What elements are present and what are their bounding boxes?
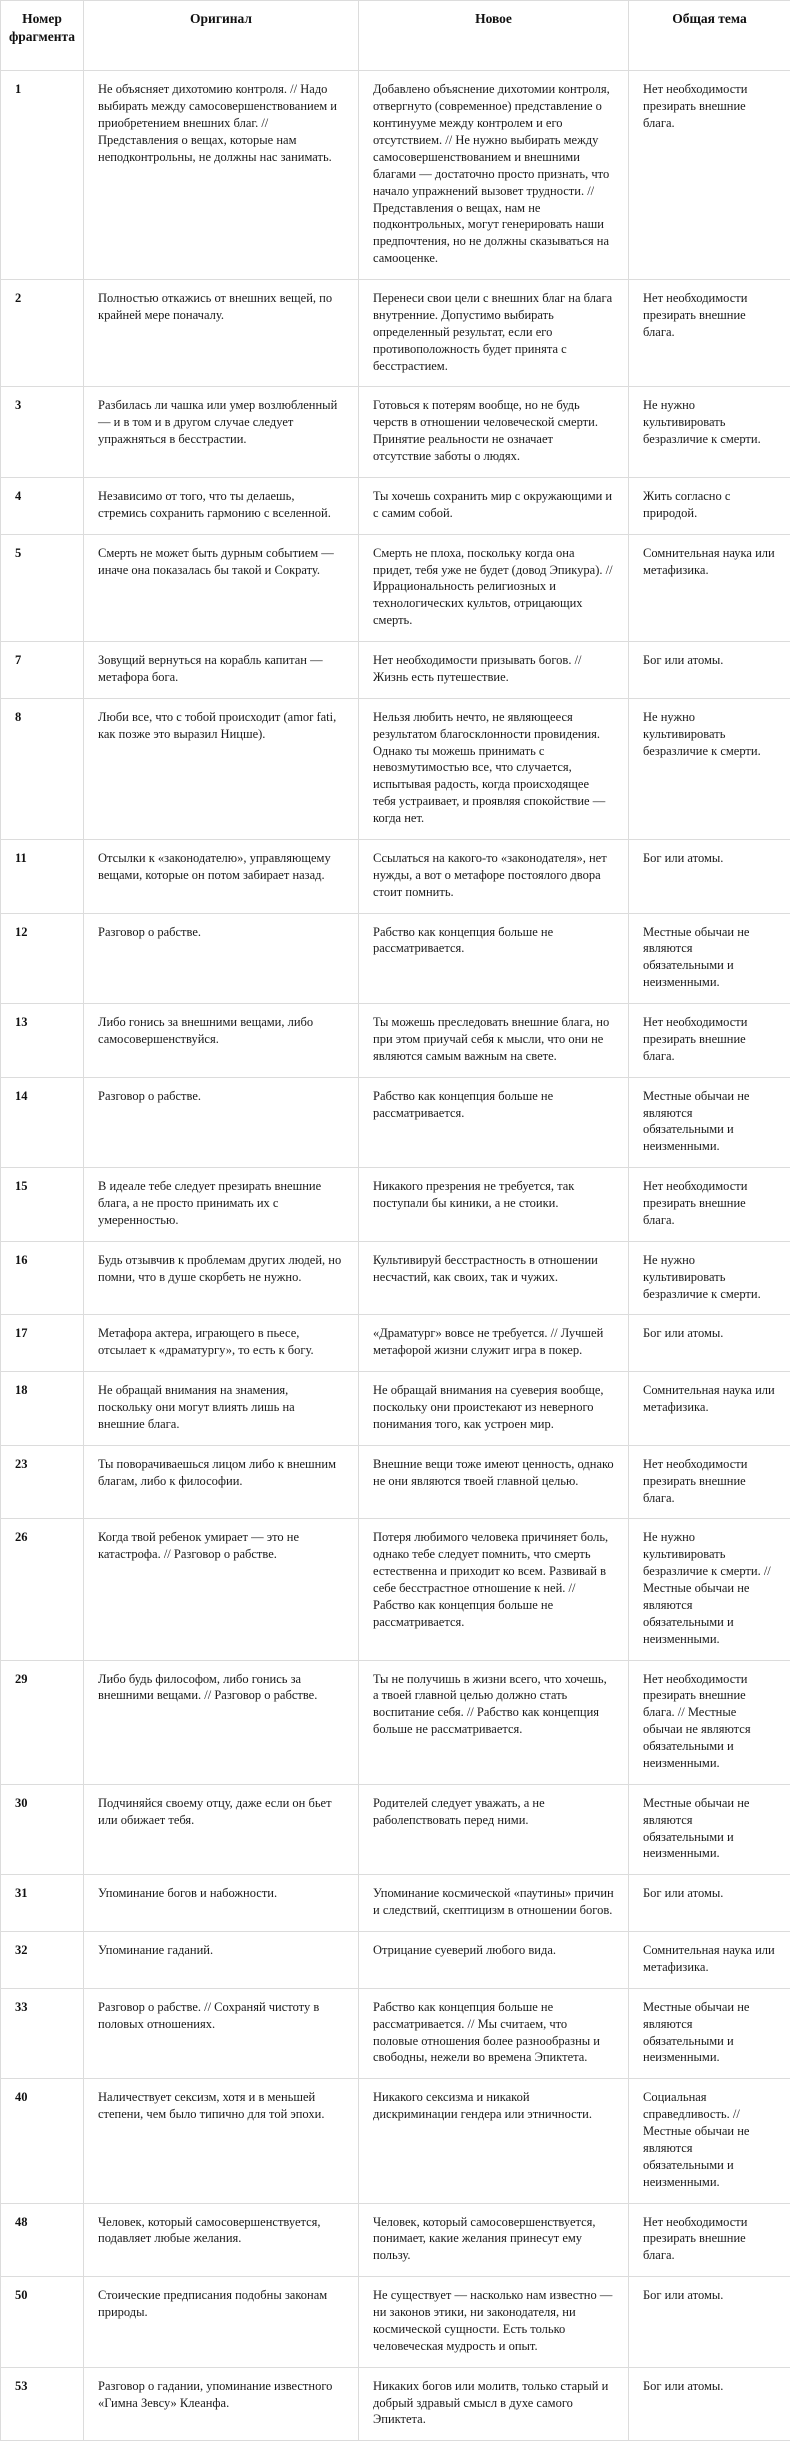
theme-cell: Сомнительная наука или метафизика.	[629, 1932, 790, 1989]
fragment-number-cell: 3	[1, 387, 84, 478]
theme-cell: Не нужно культивировать безразличие к смерти.	[629, 698, 790, 839]
new-cell: «Драматург» вовсе не требуется. // Лучшей метафорой жизни служит игра в покер.	[359, 1315, 629, 1372]
fragment-number-cell: 30	[1, 1784, 84, 1875]
theme-cell: Бог или атомы.	[629, 1315, 790, 1372]
original-cell: Не объясняет дихотомию контроля. // Надо выбирать между самосовершенствованием и приобретением внешних благ. // Представления о вещах, которые нам неподконтрольны, не должны нас занимать.	[84, 71, 359, 280]
table-row	[1, 280, 790, 387]
original-cell: Смерть не может быть дурным событием — иначе она показалась бы такой и Сократу.	[84, 534, 359, 641]
table-row	[1, 913, 790, 1004]
fragment-number-cell: 40	[1, 2079, 84, 2203]
original-cell: Разговор о рабстве. // Сохраняй чистоту в половых отношениях.	[84, 1988, 359, 2079]
original-cell: Будь отзывчив к проблемам других людей, но помни, что в душе скорбеть не нужно.	[84, 1241, 359, 1315]
fragment-number-cell: 53	[1, 2367, 84, 2441]
new-cell: Потеря любимого человека причиняет боль, однако тебе следует помнить, что смерть естественна и приходит ко всем. Развивай в себе бесстрастное отношение к ней. // Рабство как концепция больше не рассматривается.	[359, 1519, 629, 1660]
table-row	[1, 534, 790, 641]
original-cell: Отсылки к «законодателю», управляющему вещами, которые он потом забирает назад.	[84, 839, 359, 913]
fragment-number-cell: 32	[1, 1932, 84, 1989]
table-row	[1, 2277, 790, 2368]
fragment-number-cell: 33	[1, 1988, 84, 2079]
table-row	[1, 698, 790, 839]
original-cell: Упоминание богов и набожности.	[84, 1875, 359, 1932]
table-row	[1, 2203, 790, 2277]
new-cell: Ссылаться на какого-то «законодателя», нет нужды, а вот о метафоре постоялого двора стоит помнить.	[359, 839, 629, 913]
fragment-number-cell: 31	[1, 1875, 84, 1932]
new-cell: Перенеси свои цели с внешних благ на блага внутренние. Допустимо выбирать определенный результат, если его противоположность будет принята с бесстрастием.	[359, 280, 629, 387]
header-fragment-number: Номер фрагмента	[1, 1, 84, 71]
header-original: Оригинал	[84, 1, 359, 71]
table-row	[1, 1077, 790, 1168]
new-cell: Ты не получишь в жизни всего, что хочешь, а твоей главной целью должно стать воспитание себя. // Рабство как концепция больше не рассматривается.	[359, 1660, 629, 1784]
fragment-number-cell: 11	[1, 839, 84, 913]
table-row	[1, 2367, 790, 2441]
fragment-number-cell: 17	[1, 1315, 84, 1372]
theme-cell: Бог или атомы.	[629, 642, 790, 699]
theme-cell: Нет необходимости презирать внешние блага.	[629, 1445, 790, 1519]
fragment-number-cell: 29	[1, 1660, 84, 1784]
new-cell: Добавлено объяснение дихотомии контроля, отвергнуто (современное) представление о континууме между контролем и его отсутствием. // Не нужно выбирать между самосовершенствованием и внешними благами — достаточно просто признать, что начало упражнений вызовет трудности. // Представления о вещах, нам не подконтрольных, могут генерировать наши предпочтения, но не должны сказываться на самооценке.	[359, 71, 629, 280]
original-cell: Независимо от того, что ты делаешь, стремись сохранить гармонию с вселенной.	[84, 477, 359, 534]
table-row	[1, 477, 790, 534]
header-new: Новое	[359, 1, 629, 71]
original-cell: Наличествует сексизм, хотя и в меньшей степени, чем было типично для той эпохи.	[84, 2079, 359, 2203]
new-cell: Никаких богов или молитв, только старый и добрый здравый смысл в духе самого Эпиктета.	[359, 2367, 629, 2441]
table-row	[1, 71, 790, 280]
original-cell: Когда твой ребенок умирает — это не катастрофа. // Разговор о рабстве.	[84, 1519, 359, 1660]
table-row	[1, 1660, 790, 1784]
table-row	[1, 642, 790, 699]
fragment-number-cell: 1	[1, 71, 84, 280]
table-row	[1, 1372, 790, 1446]
fragment-number-cell: 8	[1, 698, 84, 839]
fragment-number-cell: 12	[1, 913, 84, 1004]
new-cell: Нет необходимости призывать богов. // Жизнь есть путешествие.	[359, 642, 629, 699]
fragment-number-cell: 5	[1, 534, 84, 641]
fragment-number-cell: 13	[1, 1004, 84, 1078]
theme-cell: Не нужно культивировать безразличие к смерти. // Местные обычаи не являются обязательными и неизменными.	[629, 1519, 790, 1660]
original-cell: Не обращай внимания на знамения, поскольку они могут влиять лишь на внешние блага.	[84, 1372, 359, 1446]
fragment-number-cell: 7	[1, 642, 84, 699]
theme-cell: Нет необходимости презирать внешние блага.	[629, 1004, 790, 1078]
new-cell: Упоминание космической «паутины» причин и следствий, скептицизм в отношении богов.	[359, 1875, 629, 1932]
original-cell: Разговор о рабстве.	[84, 913, 359, 1004]
new-cell: Родителей следует уважать, а не раболепствовать перед ними.	[359, 1784, 629, 1875]
new-cell: Внешние вещи тоже имеют ценность, однако не они являются твоей главной целью.	[359, 1445, 629, 1519]
original-cell: Стоические предписания подобны законам природы.	[84, 2277, 359, 2368]
theme-cell: Нет необходимости презирать внешние блага.	[629, 2203, 790, 2277]
theme-cell: Нет необходимости презирать внешние блага.	[629, 1168, 790, 1242]
original-cell: Метафора актера, играющего в пьесе, отсылает к «драматургу», то есть к богу.	[84, 1315, 359, 1372]
header-row	[1, 1, 790, 71]
table-row	[1, 1004, 790, 1078]
theme-cell: Нет необходимости презирать внешние блага. // Местные обычаи не являются обязательными и неизменными.	[629, 1660, 790, 1784]
table-row	[1, 1988, 790, 2079]
table-row	[1, 1519, 790, 1660]
table-row	[1, 1784, 790, 1875]
theme-cell: Нет необходимости презирать внешние блага.	[629, 280, 790, 387]
original-cell: Упоминание гаданий.	[84, 1932, 359, 1989]
original-cell: Разговор о гадании, упоминание известного «Гимна Зевсу» Клеанфа.	[84, 2367, 359, 2441]
table-body	[1, 71, 790, 2441]
table-header	[1, 1, 790, 71]
new-cell: Культивируй бесстрастность в отношении несчастий, как своих, так и чужих.	[359, 1241, 629, 1315]
theme-cell: Не нужно культивировать безразличие к смерти.	[629, 387, 790, 478]
table-row	[1, 387, 790, 478]
theme-cell: Сомнительная наука или метафизика.	[629, 534, 790, 641]
new-cell: Рабство как концепция больше не рассматривается.	[359, 1077, 629, 1168]
original-cell: Люби все, что с тобой происходит (amor fati, как позже это выразил Ницше).	[84, 698, 359, 839]
theme-cell: Местные обычаи не являются обязательными и неизменными.	[629, 1988, 790, 2079]
theme-cell: Социальная справедливость. // Местные обычаи не являются обязательными и неизменными.	[629, 2079, 790, 2203]
fragment-number-cell: 2	[1, 280, 84, 387]
table-row	[1, 1932, 790, 1989]
new-cell: Никакого сексизма и никакой дискриминации гендера или этничности.	[359, 2079, 629, 2203]
theme-cell: Бог или атомы.	[629, 2277, 790, 2368]
theme-cell: Бог или атомы.	[629, 2367, 790, 2441]
new-cell: Нельзя любить нечто, не являющееся результатом благосклонности провидения. Однако ты можешь принимать с невозмутимостью все, что случается, испытывая радость, когда происходящее тебя устраивает, и проявляя спокойствие — когда нет.	[359, 698, 629, 839]
theme-cell: Сомнительная наука или метафизика.	[629, 1372, 790, 1446]
theme-cell: Местные обычаи не являются обязательными и неизменными.	[629, 1784, 790, 1875]
original-cell: Полностью откажись от внешних вещей, по крайней мере поначалу.	[84, 280, 359, 387]
table-row	[1, 1315, 790, 1372]
header-common-theme: Общая тема	[629, 1, 790, 71]
original-cell: Разговор о рабстве.	[84, 1077, 359, 1168]
fragment-number-cell: 15	[1, 1168, 84, 1242]
theme-cell: Жить согласно с природой.	[629, 477, 790, 534]
original-cell: Либо гонись за внешними вещами, либо самосовершенствуйся.	[84, 1004, 359, 1078]
table-row	[1, 1445, 790, 1519]
original-cell: В идеале тебе следует презирать внешние блага, а не просто принимать их с умеренностью.	[84, 1168, 359, 1242]
fragment-number-cell: 23	[1, 1445, 84, 1519]
table-row	[1, 1875, 790, 1932]
new-cell: Смерть не плоха, поскольку когда она придет, тебя уже не будет (довод Эпикура). // Иррациональность религиозных и технологических культов, отрицающих смерть.	[359, 534, 629, 641]
new-cell: Готовься к потерям вообще, но не будь черств в отношении человеческой смерти. Принятие реальности не означает отсутствие заботы о людях.	[359, 387, 629, 478]
table-row	[1, 2079, 790, 2203]
original-cell: Разбилась ли чашка или умер возлюбленный — и в том и в другом случае следует упражняться в бесстрастии.	[84, 387, 359, 478]
table-row	[1, 1241, 790, 1315]
original-cell: Зовущий вернуться на корабль капитан — метафора бога.	[84, 642, 359, 699]
fragment-number-cell: 16	[1, 1241, 84, 1315]
new-cell: Ты можешь преследовать внешние блага, но при этом приучай себя к мысли, что они не являются самым важным на свете.	[359, 1004, 629, 1078]
theme-cell: Бог или атомы.	[629, 1875, 790, 1932]
fragment-number-cell: 50	[1, 2277, 84, 2368]
fragment-number-cell: 14	[1, 1077, 84, 1168]
original-cell: Ты поворачиваешься лицом либо к внешним благам, либо к философии.	[84, 1445, 359, 1519]
theme-cell: Бог или атомы.	[629, 839, 790, 913]
new-cell: Рабство как концепция больше не рассматривается. // Мы считаем, что половые отношения более разнообразны и свободны, нежели во времена Эпиктета.	[359, 1988, 629, 2079]
table-row	[1, 1168, 790, 1242]
original-cell: Подчиняйся своему отцу, даже если он бьет или обижает тебя.	[84, 1784, 359, 1875]
new-cell: Отрицание суеверий любого вида.	[359, 1932, 629, 1989]
theme-cell: Местные обычаи не являются обязательными и неизменными.	[629, 1077, 790, 1168]
theme-cell: Не нужно культивировать безразличие к смерти.	[629, 1241, 790, 1315]
new-cell: Не существует — насколько нам известно — ни законов этики, ни законодателя, ни космической сущности. Есть только человеческая мудрость и опыт.	[359, 2277, 629, 2368]
new-cell: Рабство как концепция больше не рассматривается.	[359, 913, 629, 1004]
theme-cell: Местные обычаи не являются обязательными и неизменными.	[629, 913, 790, 1004]
fragment-number-cell: 18	[1, 1372, 84, 1446]
new-cell: Человек, который самосовершенствуется, понимает, какие желания принесут ему пользу.	[359, 2203, 629, 2277]
fragment-number-cell: 48	[1, 2203, 84, 2277]
fragment-number-cell: 4	[1, 477, 84, 534]
table-row	[1, 839, 790, 913]
original-cell: Человек, который самосовершенствуется, подавляет любые желания.	[84, 2203, 359, 2277]
new-cell: Не обращай внимания на суеверия вообще, поскольку они проистекают из неверного понимания того, как устроен мир.	[359, 1372, 629, 1446]
fragment-number-cell: 26	[1, 1519, 84, 1660]
original-cell: Либо будь философом, либо гонись за внешними вещами. // Разговор о рабстве.	[84, 1660, 359, 1784]
new-cell: Никакого презрения не требуется, так поступали бы киники, а не стоики.	[359, 1168, 629, 1242]
new-cell: Ты хочешь сохранить мир с окружающими и с самим собой.	[359, 477, 629, 534]
theme-cell: Нет необходимости презирать внешние блага.	[629, 71, 790, 280]
